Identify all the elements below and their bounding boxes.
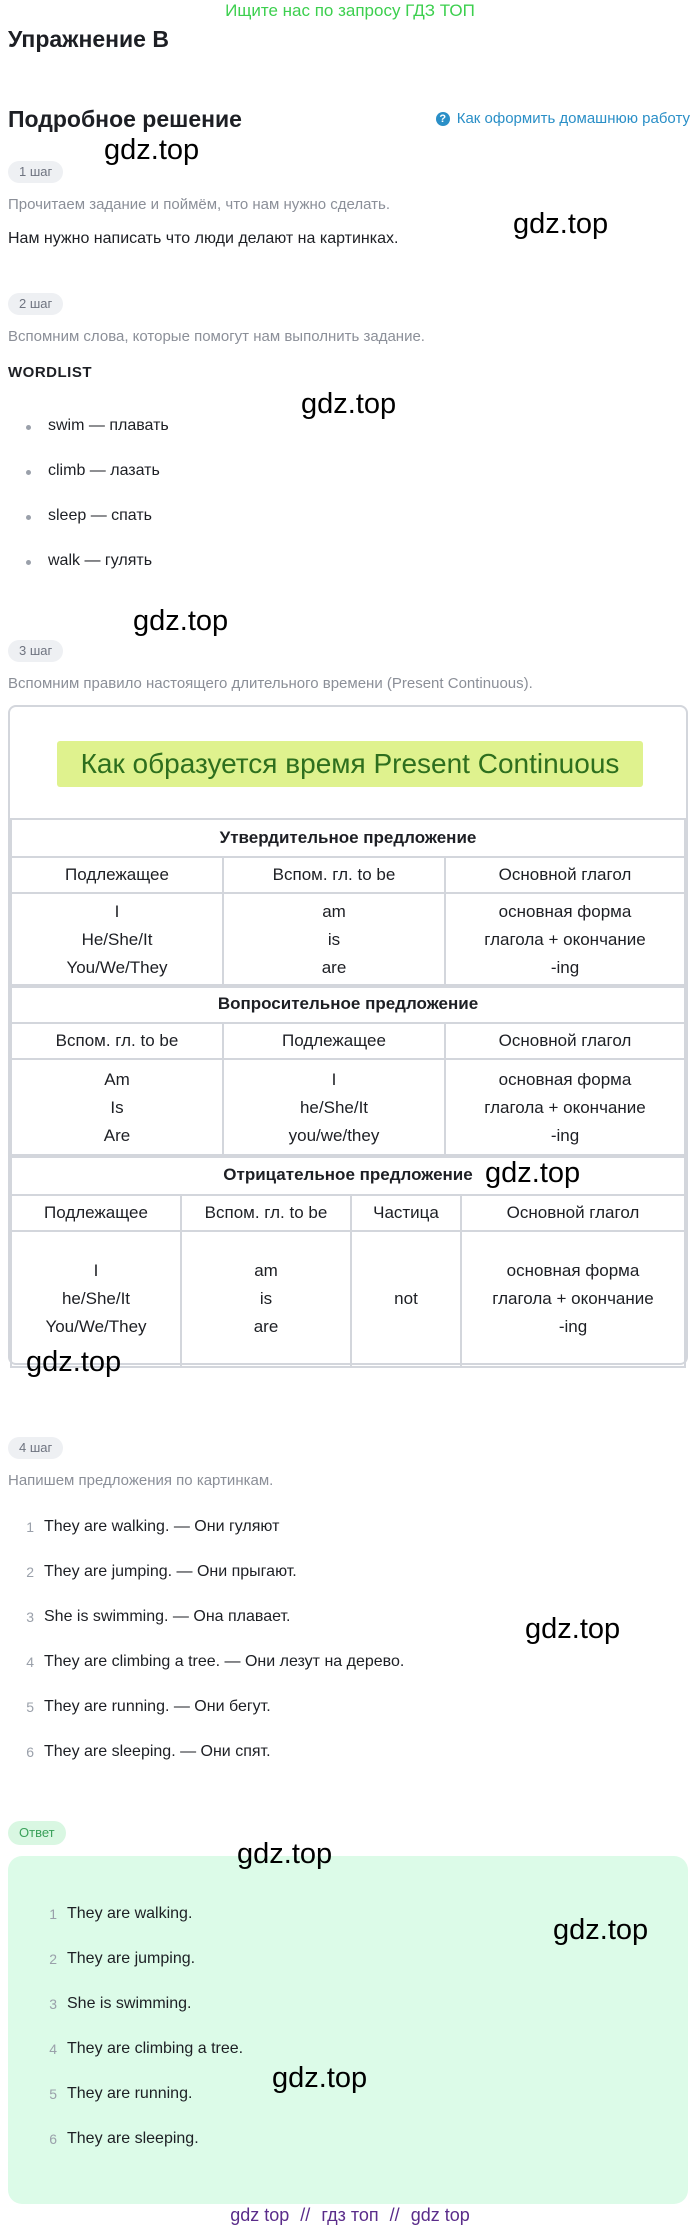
- bullet-dot: [26, 425, 31, 430]
- watermark: gdz.top: [485, 1157, 581, 1189]
- watermark: gdz.top: [513, 208, 609, 240]
- aux-cell: am is are: [181, 1231, 351, 1367]
- wordlist-item: swim — плавать: [48, 417, 169, 434]
- solution-title: Подробное решение: [8, 106, 242, 132]
- negative-heading: Отрицательное предложение: [11, 1155, 685, 1195]
- step-3-hint: Вспомним правило настоящего длительного времени (Present Continuous).: [8, 675, 533, 692]
- list-number: 5: [49, 2086, 57, 2102]
- list-number: 1: [26, 1519, 34, 1535]
- step-4-badge: 4 шаг: [8, 1437, 63, 1459]
- question-icon: ?: [436, 112, 450, 126]
- answer-badge: Ответ: [8, 1821, 66, 1845]
- howto-link-label: Как оформить домашнюю работу: [456, 110, 690, 127]
- sentence-item: They are jumping. — Они прыгают.: [44, 1563, 297, 1580]
- wordlist-item: sleep — спать: [48, 507, 153, 524]
- answer-item: They are jumping.: [67, 1950, 196, 1967]
- list-number: 3: [26, 1609, 34, 1625]
- rule-table-title: Как образуется время Present Continuous: [57, 741, 643, 787]
- verb-cell: основная форма глагола + окончание -ing: [461, 1231, 685, 1367]
- watermark: gdz.top: [26, 1346, 122, 1378]
- wordlist-item: walk — гулять: [48, 552, 153, 569]
- col-header: Вспом. гл. to be: [11, 1023, 223, 1059]
- interrogative-heading: Вопросительное предложение: [11, 985, 685, 1023]
- wordlist-item: climb — лазать: [48, 462, 160, 479]
- step-1-text: Нам нужно написать что люди делают на картинках.: [8, 230, 399, 247]
- step-3-badge: 3 шаг: [8, 640, 63, 662]
- list-number: 5: [26, 1699, 34, 1715]
- subjects-cell: I he/She/It you/we/they: [223, 1059, 445, 1157]
- watermark: gdz.top: [272, 2062, 368, 2094]
- watermark: gdz.top: [104, 134, 200, 166]
- answer-item: They are climbing a tree.: [67, 2040, 244, 2057]
- footer-link[interactable]: gdz top: [410, 2205, 470, 2225]
- aux-cell: Am Is Are: [11, 1059, 223, 1157]
- watermark: gdz.top: [301, 388, 397, 420]
- watermark: gdz.top: [133, 605, 229, 637]
- list-number: 6: [26, 1744, 34, 1760]
- col-header: Основной глагол: [445, 1023, 685, 1059]
- sentence-item: They are running. — Они бегут.: [44, 1698, 271, 1715]
- step-2-badge: 2 шаг: [8, 293, 63, 315]
- answer-item: They are walking.: [67, 1905, 193, 1922]
- watermark: gdz.top: [237, 1838, 333, 1870]
- watermark: gdz.top: [553, 1914, 649, 1946]
- col-header: Основной глагол: [461, 1195, 685, 1231]
- step-1-badge: 1 шаг: [8, 161, 63, 183]
- bullet-dot: [26, 470, 31, 475]
- particle-cell: not: [351, 1231, 461, 1367]
- footer-separator: //: [300, 2205, 311, 2225]
- sentence-item: They are climbing a tree. — Они лезут на дерево.: [44, 1653, 405, 1670]
- answer-item: She is swimming.: [67, 1995, 192, 2012]
- step-4-hint: Напишем предложения по картинкам.: [8, 1472, 274, 1489]
- affirmative-table: [10, 818, 686, 988]
- col-header: Вспом. гл. to be: [181, 1195, 351, 1231]
- answer-item: They are sleeping.: [67, 2130, 199, 2147]
- footer-link[interactable]: гдз топ: [321, 2205, 379, 2225]
- sentence-item: They are walking. — Они гуляют: [44, 1518, 280, 1535]
- aux-cell: am is are: [223, 893, 445, 987]
- wordlist-heading: WORDLIST: [8, 364, 92, 381]
- list-number: 6: [49, 2131, 57, 2147]
- interrogative-table: [10, 984, 686, 1158]
- footer-separator: //: [389, 2205, 400, 2225]
- list-number: 4: [26, 1654, 34, 1670]
- affirmative-heading: Утвердительное предложение: [11, 819, 685, 857]
- footer-links: [0, 2205, 700, 2226]
- list-number: 1: [49, 1906, 57, 1922]
- subjects-cell: I he/She/It You/We/They: [11, 1231, 181, 1367]
- sentence-item: She is swimming. — Она плавает.: [44, 1608, 291, 1625]
- col-header: Подлежащее: [11, 857, 223, 893]
- footer-link[interactable]: gdz top: [230, 2205, 290, 2225]
- watermark: gdz.top: [525, 1613, 621, 1645]
- list-number: 4: [49, 2041, 57, 2057]
- list-number: 2: [26, 1564, 34, 1580]
- bullet-dot: [26, 515, 31, 520]
- verb-cell: основная форма глагола + окончание -ing: [445, 893, 685, 987]
- step-1-hint: Прочитаем задание и поймём, что нам нужно сделать.: [8, 196, 391, 213]
- sentence-item: They are sleeping. — Они спят.: [44, 1743, 271, 1760]
- col-header: Подлежащее: [11, 1195, 181, 1231]
- negative-table: [10, 1154, 686, 1368]
- bullet-dot: [26, 560, 31, 565]
- howto-link[interactable]: [436, 110, 690, 127]
- step-2-hint: Вспомним слова, которые помогут нам выполнить задание.: [8, 328, 425, 345]
- answer-item: They are running.: [67, 2085, 193, 2102]
- list-number: 3: [49, 1996, 57, 2012]
- list-number: 2: [49, 1951, 57, 1967]
- top-banner[interactable]: Ищите нас по запросу ГДЗ ТОП: [225, 1, 475, 20]
- subjects-cell: I He/She/It You/We/They: [11, 893, 223, 987]
- exercise-title: Упражнение B: [8, 26, 169, 52]
- col-header: Подлежащее: [223, 1023, 445, 1059]
- col-header: Вспом. гл. to be: [223, 857, 445, 893]
- verb-cell: основная форма глагола + окончание -ing: [445, 1059, 685, 1157]
- col-header: Основной глагол: [445, 857, 685, 893]
- col-header: Частица: [351, 1195, 461, 1231]
